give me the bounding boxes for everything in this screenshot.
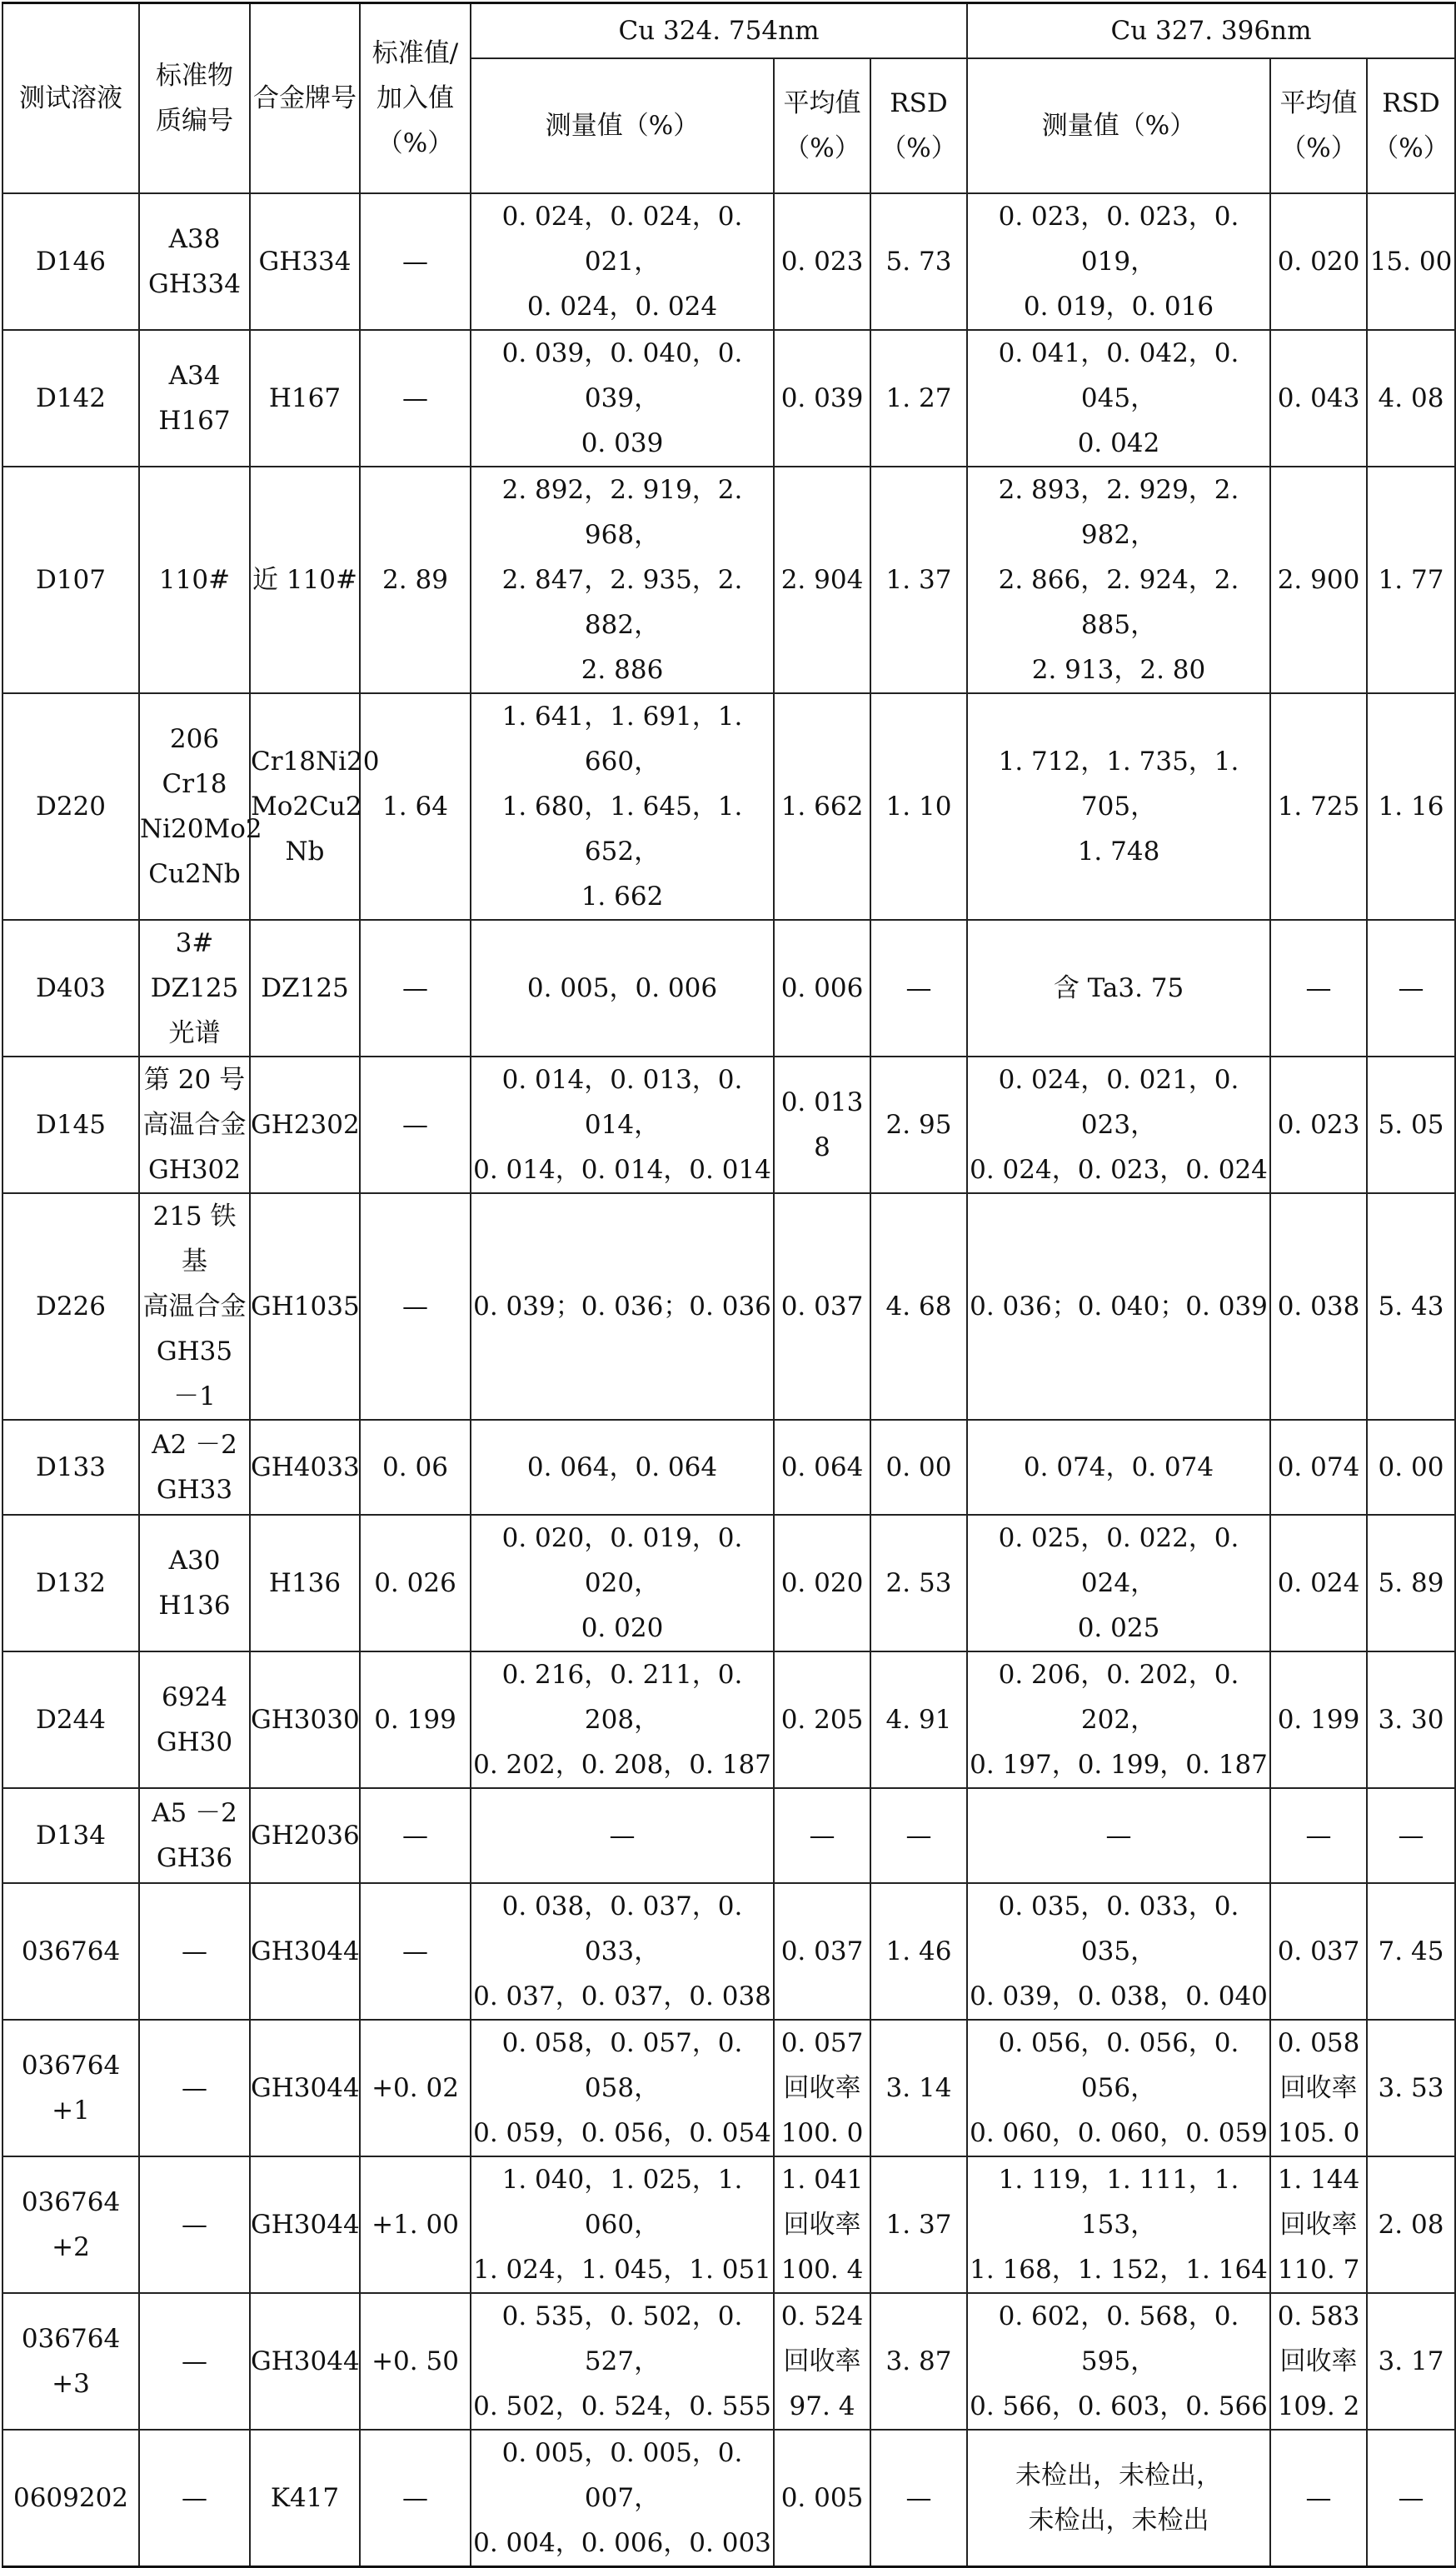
cell-measured-324: 0. 020，0. 019，0. 020， 0. 020 [471, 1515, 774, 1651]
cell-rsd-324: 2. 95 [870, 1057, 967, 1193]
cell-average-324: 0. 524 回收率 97. 4 [774, 2293, 870, 2430]
cell-measured-327: 含 Ta3. 75 [967, 920, 1270, 1057]
cell-measured-327: 0. 023，0. 023，0. 019， 0. 019，0. 016 [967, 193, 1270, 330]
table-row [2, 1420, 1455, 1515]
cell-rsd-324: 1. 37 [870, 467, 967, 693]
cell-measured-324: 1. 040，1. 025，1. 060， 1. 024，1. 045，1. 051 [471, 2156, 774, 2293]
cell-ref-material: 215 铁基 高温合金 GH35 －1 [139, 1193, 250, 1420]
cell-std-value: +0. 50 [360, 2293, 471, 2430]
cell-std-value: — [360, 2430, 471, 2567]
cell-std-value: 2. 89 [360, 467, 471, 693]
cell-solution: D146 [2, 193, 139, 330]
cell-average-324: 0. 005 [774, 2430, 870, 2567]
cell-alloy: GH1035 [250, 1193, 360, 1420]
cell-rsd-324: 1. 46 [870, 1883, 967, 2020]
cell-average-327: — [1270, 920, 1367, 1057]
cell-rsd-327: 1. 16 [1367, 693, 1455, 920]
cu-measurement-table [2, 2, 1456, 2568]
cell-average-324: 0. 037 [774, 1193, 870, 1420]
cell-measured-324: 0. 038，0. 037，0. 033， 0. 037，0. 037，0. 038 [471, 1883, 774, 2020]
cell-rsd-324: 3. 14 [870, 2020, 967, 2156]
header-average-2: 平均值 （%） [1270, 58, 1367, 193]
cell-measured-324: 0. 216，0. 211，0. 208， 0. 202，0. 208，0. 187 [471, 1651, 774, 1788]
cell-ref-material: 206 Cr18 Ni20Mo2 Cu2Nb [139, 693, 250, 920]
cell-measured-327: 0. 074，0. 074 [967, 1420, 1270, 1515]
cell-solution: 0609202 [2, 2430, 139, 2567]
cell-rsd-327: 7. 45 [1367, 1883, 1455, 2020]
cell-alloy: GH3044 [250, 2020, 360, 2156]
cell-rsd-324: 3. 87 [870, 2293, 967, 2430]
cell-ref-material: — [139, 2020, 250, 2156]
cell-measured-327: 0. 206，0. 202，0. 202， 0. 197，0. 199，0. 187 [967, 1651, 1270, 1788]
cell-measured-324: 0. 039，0. 040，0. 039， 0. 039 [471, 330, 774, 467]
cell-alloy: GH3044 [250, 2293, 360, 2430]
cell-ref-material: A38 GH334 [139, 193, 250, 330]
header-line-327: Cu 327. 396nm [967, 3, 1455, 58]
table-row [2, 1515, 1455, 1651]
table-row [2, 2156, 1455, 2293]
table-row [2, 920, 1455, 1057]
cell-rsd-324: 4. 68 [870, 1193, 967, 1420]
cell-average-324: 2. 904 [774, 467, 870, 693]
cell-measured-327: 未检出，未检出， 未检出，未检出 [967, 2430, 1270, 2567]
cell-alloy: GH2302 [250, 1057, 360, 1193]
cell-alloy: H167 [250, 330, 360, 467]
cell-measured-324: — [471, 1788, 774, 1883]
cell-measured-327: 1. 712，1. 735，1. 705， 1. 748 [967, 693, 1270, 920]
cell-ref-material: — [139, 1883, 250, 2020]
cell-std-value: +0. 02 [360, 2020, 471, 2156]
cell-measured-324: 0. 058，0. 057，0. 058， 0. 059，0. 056，0. 054 [471, 2020, 774, 2156]
cell-rsd-324: 5. 73 [870, 193, 967, 330]
cell-alloy: GH2036 [250, 1788, 360, 1883]
table-row [2, 2293, 1455, 2430]
cell-std-value: — [360, 1057, 471, 1193]
table-row [2, 1788, 1455, 1883]
cell-std-value: — [360, 1883, 471, 2020]
cell-solution: D220 [2, 693, 139, 920]
cell-ref-material: — [139, 2430, 250, 2567]
document-page [2, 2, 1454, 2568]
header-alloy: 合金牌号 [250, 3, 360, 193]
cell-rsd-327: 3. 53 [1367, 2020, 1455, 2156]
cell-rsd-324: 0. 00 [870, 1420, 967, 1515]
cell-solution: D107 [2, 467, 139, 693]
table-row [2, 2020, 1455, 2156]
cell-rsd-324: 1. 37 [870, 2156, 967, 2293]
cell-ref-material: 6924 GH30 [139, 1651, 250, 1788]
cell-measured-327: 2. 893，2. 929，2. 982， 2. 866，2. 924，2. 885， 2. 913，2. 80 [967, 467, 1270, 693]
cell-std-value: 0. 026 [360, 1515, 471, 1651]
cell-alloy: GH4033 [250, 1420, 360, 1515]
cell-measured-324: 0. 024，0. 024，0. 021， 0. 024，0. 024 [471, 193, 774, 330]
cell-average-324: 0. 037 [774, 1883, 870, 2020]
cell-ref-material: 110# [139, 467, 250, 693]
cell-solution: 036764 [2, 1883, 139, 2020]
cell-measured-327: 0. 024，0. 021，0. 023， 0. 024，0. 023，0. 024 [967, 1057, 1270, 1193]
cell-average-327: — [1270, 2430, 1367, 2567]
cell-measured-327: 0. 025，0. 022，0. 024， 0. 025 [967, 1515, 1270, 1651]
cell-std-value: +1. 00 [360, 2156, 471, 2293]
cell-std-value: — [360, 193, 471, 330]
cell-rsd-327: 15. 00 [1367, 193, 1455, 330]
cell-alloy: H136 [250, 1515, 360, 1651]
cell-measured-324: 0. 064，0. 064 [471, 1420, 774, 1515]
cell-average-324: — [774, 1788, 870, 1883]
cell-average-327: 0. 020 [1270, 193, 1367, 330]
cell-rsd-327: 0. 00 [1367, 1420, 1455, 1515]
cell-measured-324: 0. 014，0. 013，0. 014， 0. 014，0. 014，0. 014 [471, 1057, 774, 1193]
table-row [2, 330, 1455, 467]
cell-solution: D403 [2, 920, 139, 1057]
cell-average-324: 0. 039 [774, 330, 870, 467]
cell-alloy: Cr18Ni20 Mo2Cu2 Nb [250, 693, 360, 920]
cell-std-value: — [360, 920, 471, 1057]
header-average-1: 平均值 （%） [774, 58, 870, 193]
cell-measured-324: 1. 641，1. 691，1. 660， 1. 680，1. 645，1. 652， 1. 662 [471, 693, 774, 920]
header-rsd-1: RSD （%） [870, 58, 967, 193]
table-row [2, 467, 1455, 693]
table-row [2, 1057, 1455, 1193]
cell-alloy: K417 [250, 2430, 360, 2567]
cell-average-327: 1. 144 回收率 110. 7 [1270, 2156, 1367, 2293]
cell-solution: D134 [2, 1788, 139, 1883]
cell-alloy: 近 110# [250, 467, 360, 693]
cell-rsd-327: 5. 89 [1367, 1515, 1455, 1651]
cell-rsd-327: 5. 05 [1367, 1057, 1455, 1193]
cell-solution: D132 [2, 1515, 139, 1651]
cell-average-327: 1. 725 [1270, 693, 1367, 920]
cell-std-value: — [360, 1193, 471, 1420]
header-solution: 测试溶液 [2, 3, 139, 193]
cell-average-324: 1. 662 [774, 693, 870, 920]
cell-average-324: 0. 020 [774, 1515, 870, 1651]
cell-measured-327: 0. 041，0. 042，0. 045， 0. 042 [967, 330, 1270, 467]
cell-std-value: — [360, 1788, 471, 1883]
table-body [2, 193, 1455, 2567]
cell-rsd-327: — [1367, 920, 1455, 1057]
cell-average-327: 0. 024 [1270, 1515, 1367, 1651]
table-row [2, 1883, 1455, 2020]
cell-rsd-324: 1. 10 [870, 693, 967, 920]
cell-ref-material: — [139, 2293, 250, 2430]
cell-rsd-327: 2. 08 [1367, 2156, 1455, 2293]
cell-std-value: — [360, 330, 471, 467]
cell-ref-material: A2 －2 GH33 [139, 1420, 250, 1515]
cell-alloy: GH3030 [250, 1651, 360, 1788]
cell-average-327: 0. 023 [1270, 1057, 1367, 1193]
cell-measured-327: 0. 056，0. 056，0. 056， 0. 060，0. 060，0. 059 [967, 2020, 1270, 2156]
cell-measured-327: 0. 035，0. 033，0. 035， 0. 039，0. 038，0. 040 [967, 1883, 1270, 2020]
header-measured-2: 测量值（%） [967, 58, 1270, 193]
cell-average-327: 0. 074 [1270, 1420, 1367, 1515]
cell-alloy: GH334 [250, 193, 360, 330]
cell-average-327: 0. 038 [1270, 1193, 1367, 1420]
cell-measured-327: — [967, 1788, 1270, 1883]
cell-ref-material: — [139, 2156, 250, 2293]
cell-solution: 036764 +3 [2, 2293, 139, 2430]
cell-ref-material: A34 H167 [139, 330, 250, 467]
cell-average-327: 0. 583 回收率 109. 2 [1270, 2293, 1367, 2430]
cell-rsd-327: 5. 43 [1367, 1193, 1455, 1420]
table-row [2, 193, 1455, 330]
cell-rsd-327: 1. 77 [1367, 467, 1455, 693]
cell-average-327: 0. 037 [1270, 1883, 1367, 2020]
cell-rsd-324: 2. 53 [870, 1515, 967, 1651]
cell-average-324: 0. 057 回收率 100. 0 [774, 2020, 870, 2156]
table-row [2, 1651, 1455, 1788]
cell-rsd-327: 4. 08 [1367, 330, 1455, 467]
header-rsd-2: RSD （%） [1367, 58, 1455, 193]
cell-average-327: 2. 900 [1270, 467, 1367, 693]
cell-average-324: 0. 013 8 [774, 1057, 870, 1193]
cell-rsd-324: — [870, 2430, 967, 2567]
cell-average-327: 0. 199 [1270, 1651, 1367, 1788]
cell-rsd-327: 3. 17 [1367, 2293, 1455, 2430]
cell-rsd-324: — [870, 1788, 967, 1883]
cell-average-324: 0. 006 [774, 920, 870, 1057]
cell-measured-324: 0. 005，0. 006 [471, 920, 774, 1057]
cell-measured-327: 0. 036；0. 040；0. 039 [967, 1193, 1270, 1420]
table-row [2, 2430, 1455, 2567]
cell-measured-324: 2. 892，2. 919，2. 968， 2. 847，2. 935，2. 882， 2. 886 [471, 467, 774, 693]
cell-std-value: 0. 06 [360, 1420, 471, 1515]
header-measured-1: 测量值（%） [471, 58, 774, 193]
cell-measured-324: 0. 039；0. 036；0. 036 [471, 1193, 774, 1420]
cell-rsd-324: 4. 91 [870, 1651, 967, 1788]
cell-average-327: — [1270, 1788, 1367, 1883]
cell-solution: 036764 +1 [2, 2020, 139, 2156]
cell-alloy: GH3044 [250, 2156, 360, 2293]
cell-average-324: 0. 023 [774, 193, 870, 330]
table-row [2, 693, 1455, 920]
cell-alloy: DZ125 [250, 920, 360, 1057]
header-line-324: Cu 324. 754nm [471, 3, 967, 58]
cell-ref-material: A30 H136 [139, 1515, 250, 1651]
cell-solution: D142 [2, 330, 139, 467]
cell-rsd-327: — [1367, 2430, 1455, 2567]
cell-solution: D145 [2, 1057, 139, 1193]
cell-ref-material: 3# DZ125 光谱 [139, 920, 250, 1057]
cell-solution: D244 [2, 1651, 139, 1788]
cell-measured-324: 0. 005，0. 005，0. 007， 0. 004，0. 006，0. 003 [471, 2430, 774, 2567]
cell-average-324: 1. 041 回收率 100. 4 [774, 2156, 870, 2293]
cell-std-value: 1. 64 [360, 693, 471, 920]
cell-solution: 036764 +2 [2, 2156, 139, 2293]
cell-alloy: GH3044 [250, 1883, 360, 2020]
cell-average-324: 0. 064 [774, 1420, 870, 1515]
cell-solution: D133 [2, 1420, 139, 1515]
cell-measured-324: 0. 535，0. 502，0. 527， 0. 502，0. 524，0. 555 [471, 2293, 774, 2430]
table-row [2, 1193, 1455, 1420]
cell-rsd-327: 3. 30 [1367, 1651, 1455, 1788]
cell-average-327: 0. 058 回收率 105. 0 [1270, 2020, 1367, 2156]
header-ref-material: 标准物 质编号 [139, 3, 250, 193]
cell-rsd-327: — [1367, 1788, 1455, 1883]
cell-average-324: 0. 205 [774, 1651, 870, 1788]
cell-ref-material: 第 20 号 高温合金 GH302 [139, 1057, 250, 1193]
cell-solution: D226 [2, 1193, 139, 1420]
cell-rsd-324: 1. 27 [870, 330, 967, 467]
cell-ref-material: A5 －2 GH36 [139, 1788, 250, 1883]
cell-std-value: 0. 199 [360, 1651, 471, 1788]
cell-rsd-324: — [870, 920, 967, 1057]
cell-measured-327: 1. 119，1. 111，1. 153， 1. 168，1. 152，1. 164 [967, 2156, 1270, 2293]
cell-measured-327: 0. 602，0. 568，0. 595， 0. 566，0. 603，0. 566 [967, 2293, 1270, 2430]
cell-average-327: 0. 043 [1270, 330, 1367, 467]
header-std-value: 标准值/ 加入值 （%） [360, 3, 471, 193]
